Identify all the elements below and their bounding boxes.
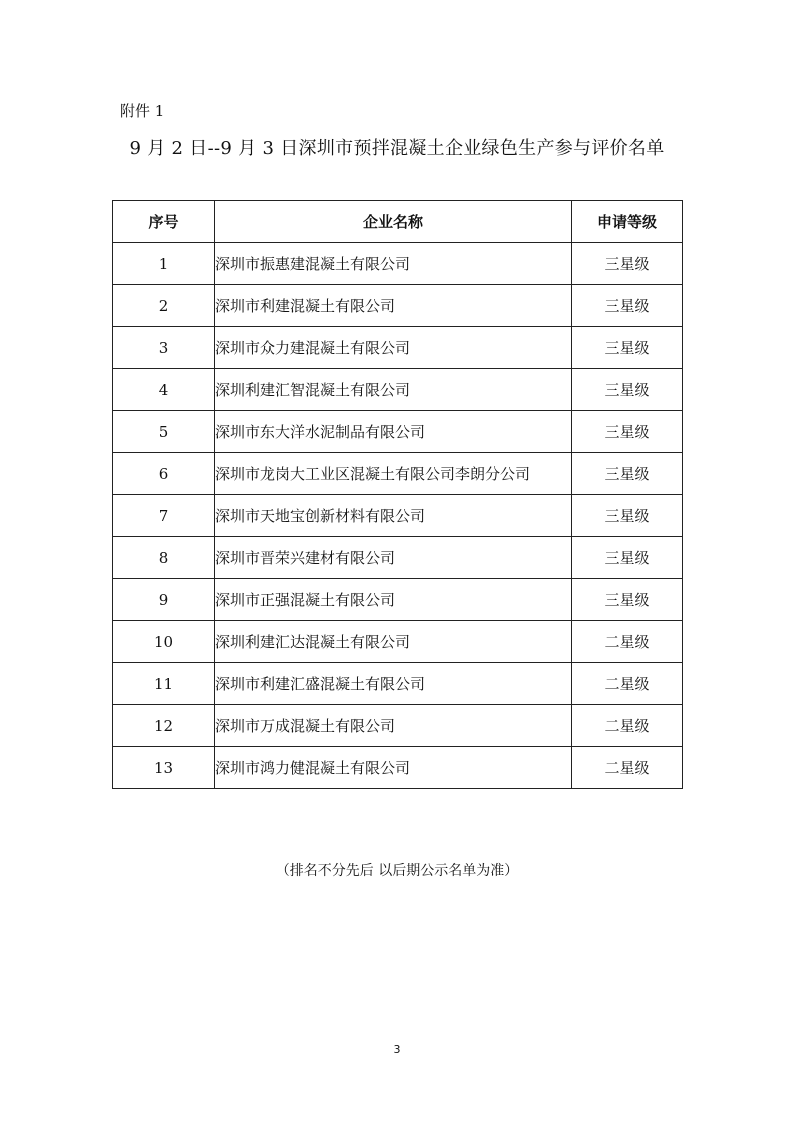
- table-row: [113, 579, 683, 621]
- row-no: 4: [113, 369, 215, 411]
- attachment-label: 附件 1: [120, 102, 165, 120]
- row-no: 11: [113, 663, 215, 705]
- row-level: 二星级: [572, 747, 683, 789]
- row-no: 10: [113, 621, 215, 663]
- row-level: 三星级: [572, 285, 683, 327]
- row-level: 三星级: [572, 579, 683, 621]
- table-row: [113, 747, 683, 789]
- row-no: 13: [113, 747, 215, 789]
- row-no: 5: [113, 411, 215, 453]
- row-level: 三星级: [572, 243, 683, 285]
- table-row: [113, 453, 683, 495]
- table-row: [113, 663, 683, 705]
- row-name: 深圳市振惠建混凝土有限公司: [215, 243, 572, 285]
- row-no: 2: [113, 285, 215, 327]
- row-no: 8: [113, 537, 215, 579]
- header-name: 企业名称: [215, 201, 572, 243]
- table-row: [113, 537, 683, 579]
- row-level: 三星级: [572, 453, 683, 495]
- row-no: 1: [113, 243, 215, 285]
- row-level: 三星级: [572, 495, 683, 537]
- row-name: 深圳市龙岗大工业区混凝土有限公司李朗分公司: [215, 453, 572, 495]
- row-level: 三星级: [572, 327, 683, 369]
- table-row: [113, 495, 683, 537]
- row-no: 7: [113, 495, 215, 537]
- row-name: 深圳市晋荣兴建材有限公司: [215, 537, 572, 579]
- header-level: 申请等级: [572, 201, 683, 243]
- ranking-note: （排名不分先后 以后期公示名单为准）: [275, 863, 519, 879]
- header-no: 序号: [113, 201, 215, 243]
- row-level: 三星级: [572, 537, 683, 579]
- table-row: [113, 243, 683, 285]
- table-row: [113, 369, 683, 411]
- row-level: 三星级: [572, 369, 683, 411]
- row-name: 深圳市万成混凝土有限公司: [215, 705, 572, 747]
- row-name: 深圳市利建汇盛混凝土有限公司: [215, 663, 572, 705]
- table-row: [113, 705, 683, 747]
- table-header-row: [113, 201, 683, 243]
- table-row: [113, 327, 683, 369]
- row-name: 深圳利建汇智混凝土有限公司: [215, 369, 572, 411]
- row-level: 二星级: [572, 663, 683, 705]
- row-level: 三星级: [572, 411, 683, 453]
- row-name: 深圳市鸿力健混凝土有限公司: [215, 747, 572, 789]
- row-name: 深圳市众力建混凝土有限公司: [215, 327, 572, 369]
- document-title: 9 月 2 日--9 月 3 日深圳市预拌混凝土企业绿色生产参与评价名单: [129, 138, 665, 159]
- row-no: 3: [113, 327, 215, 369]
- row-no: 12: [113, 705, 215, 747]
- row-level: 二星级: [572, 621, 683, 663]
- row-name: 深圳利建汇达混凝土有限公司: [215, 621, 572, 663]
- row-name: 深圳市正强混凝土有限公司: [215, 579, 572, 621]
- table-row: [113, 285, 683, 327]
- row-no: 9: [113, 579, 215, 621]
- row-name: 深圳市利建混凝土有限公司: [215, 285, 572, 327]
- row-name: 深圳市天地宝创新材料有限公司: [215, 495, 572, 537]
- page-number: 3: [393, 1043, 401, 1056]
- table-row: [113, 411, 683, 453]
- row-no: 6: [113, 453, 215, 495]
- row-name: 深圳市东大洋水泥制品有限公司: [215, 411, 572, 453]
- table-row: [113, 621, 683, 663]
- enterprise-table: [112, 200, 683, 789]
- row-level: 二星级: [572, 705, 683, 747]
